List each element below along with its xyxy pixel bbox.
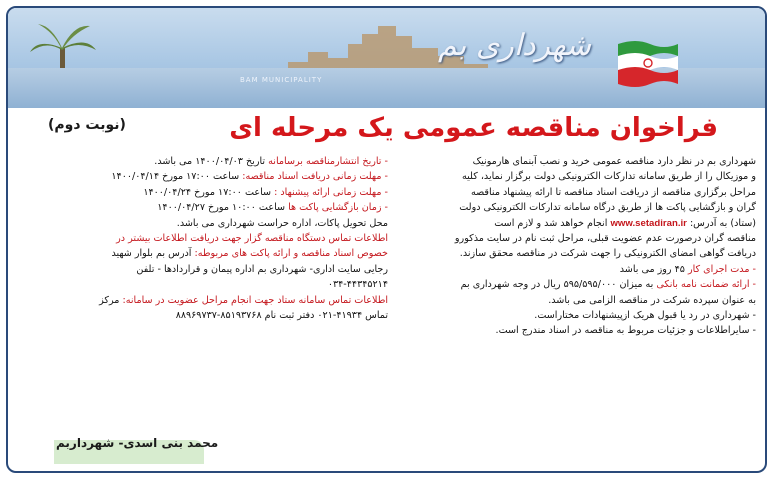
receive-value: ساعت ۱۷:۰۰ مورخ ۱۴۰۰/۰۴/۱۴ <box>111 171 240 183</box>
address-prefix: (ستاد) به آدرس: <box>689 217 756 229</box>
advertisement-frame <box>6 6 767 473</box>
text-line: به عنوان سپرده شرکت در مناقصه الزامی می باشد. <box>548 294 756 306</box>
phone-number: ۰۳۴-۴۴۳۴۵۲۱۴ <box>327 279 388 291</box>
address-suffix: انجام خواهد شد و لازم است <box>494 217 608 229</box>
receive-line <box>36 169 388 184</box>
banner-caption: BAM MUNICIPALITY <box>240 76 323 84</box>
guarantee-value: به میزان ۵۹۵/۵۹۵/۰۰۰ ریال در وجه شهرداری بم <box>460 279 654 291</box>
text-line <box>394 216 756 231</box>
left-column <box>36 154 388 323</box>
publish-line <box>36 154 388 169</box>
opening-label: - زمان بازگشایی پاکت ها <box>288 202 388 214</box>
setad-heading: اطلاعات تماس سامانه ستاد جهت انجام مراحل عضویت در سامانه: <box>122 294 388 306</box>
submit-label: - مهلت زمانی ارائه پیشنهاد : <box>274 186 388 198</box>
contact-address: آدرس بم بلوار شهید <box>111 248 192 260</box>
header-banner <box>8 8 765 108</box>
guarantee-label: - ارائه ضمانت نامه بانکی <box>656 279 756 291</box>
text-line: گران و بازگشایی پاکت ها از طریق درگاه سامانه تدارکات الکترونیکی دولت <box>459 202 756 214</box>
text-line: - سایراطلاعات و جزئیات مربوط به مناقصه در اسناد مندرج است. <box>495 325 756 337</box>
submit-value: ساعت ۱۷:۰۰ مورخ ۱۴۰۰/۰۴/۲۴ <box>143 186 272 198</box>
iran-flag-icon <box>616 38 680 90</box>
duration-line <box>394 262 756 277</box>
text-line: دریافت گواهی امضای الکترونیکی را جهت شرکت در مناقصه محقق سازند. <box>459 248 756 260</box>
text-line: - شهرداری در رد یا قبول هریک ازپیشنهادات مختاراست. <box>534 310 756 322</box>
text-line: شهرداری بم در نظر دارد مناقصه عمومی خرید و نصب آبنمای هارمونیک <box>472 156 756 167</box>
page-title: فراخوان مناقصه عمومی یک مرحله ای <box>229 113 718 143</box>
contact-heading: اطلاعات تماس دستگاه مناقصه گزار جهت دریافت اطلاعات بیشتر در <box>116 233 388 245</box>
publish-value: تاریخ ۱۴۰۰/۰۴/۰۳ می باشد. <box>154 156 266 167</box>
text-line: مناقصه گران درصورت عدم عضویت قبلی، مراحل ثبت نام در سایت مذکورو <box>454 233 756 245</box>
publish-label: - تاریخ انتشارمناقصه برسامانه <box>268 156 388 167</box>
text-line: محل تحویل پاکات، اداره حراست شهرداری می باشد. <box>176 217 388 229</box>
municipality-logo: شهرداری بم <box>438 28 592 63</box>
duration-value: ۴۵ روز می باشد <box>619 263 685 275</box>
setad-url-link[interactable]: www.setadiran.ir <box>610 217 687 229</box>
signature: محمد بنی اسدی- شهرداربم <box>56 436 219 450</box>
round-label: (نوبت دوم) <box>48 117 126 133</box>
setad-heading-cont: مرکز <box>99 294 120 306</box>
contact-heading-cont: خصوص اسناد مناقصه و ارائه پاکت های مربوطه: <box>194 248 388 260</box>
text-line: رجایی سایت اداری- شهرداری بم اداره پیمان و قراردادها - تلفن <box>136 263 388 275</box>
text-line: مراحل برگزاری مناقصه از دریافت اسناد مناقصه تا ارائه پیشنهاد مناقصه <box>470 186 756 198</box>
setad-phones: تماس ۴۱۹۳۴-۰۲۱ دفتر ثبت نام ۸۵۱۹۳۷۶۸-۸۸۹۶۹۷۳۷ <box>175 310 388 322</box>
submit-line <box>36 185 388 200</box>
receive-label: - مهلت زمانی دریافت اسناد مناقصه: <box>242 171 388 183</box>
opening-value: ساعت ۱۰:۰۰ مورخ ۱۴۰۰/۰۴/۲۷ <box>157 202 286 214</box>
text-line: و موزیکال را از طریق سامانه تدارکات الکترونیکی دولت برگزار نماید، کلیه <box>462 171 756 183</box>
setad-line <box>36 293 388 308</box>
contact-line <box>36 246 388 261</box>
duration-label: - مدت اجرای کار <box>687 263 756 275</box>
guarantee-line <box>394 277 756 292</box>
opening-line <box>36 200 388 215</box>
right-column <box>394 154 756 339</box>
